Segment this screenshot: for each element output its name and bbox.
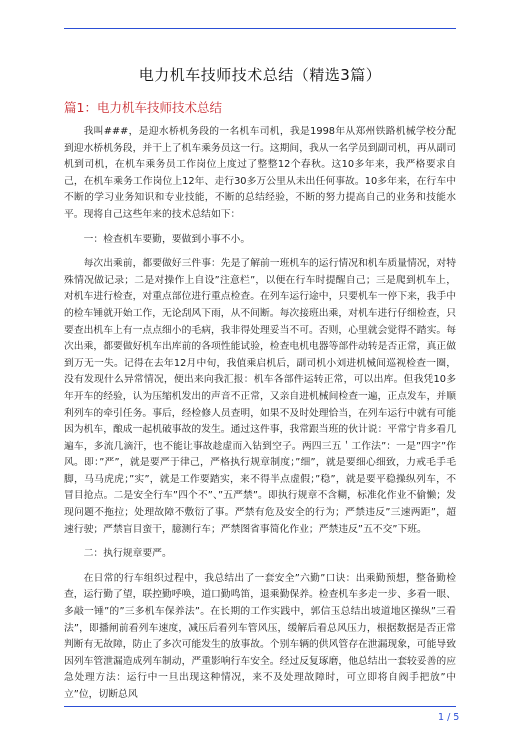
intro-paragraph: 我叫###，是迎水桥机务段的一名机车司机，我是1998年从郑州铁路机械学校分配到迎水桥机务段，并干上了机车乘务员这一行。这期间，我从一名学员到副司机，再从副司机到司机，在机车乘务员工作岗位上度过了整整12个春秋。这10多年来，我严格要求自己，在机车乘务工作岗位上12年、走行30多万公里从未出任何事故。10多年来，在行车中不断的学习业务知识和专业技能，不断的总结经验，不断的努力提高自己的业务和技能水平。现将自己这些年来的技术总结如下：	[64, 126, 456, 220]
document-title: 电力机车技师技术总结（精选3篇）	[138, 66, 382, 84]
body-paragraph-3: 在日常的行车组织过程中，我总结出了一套安全”六勤”口诀：出乘勤预想，整备勤检查，运行勤了望，联控勤呼唤，道口勤鸣笛，退乘勤保养。检查机车多走一步、多看一眼、多敲一锤”的”三多机车保养法”。在长期的工作实践中，郭信玉总结出坡道地区操纵”三看法”，即播闸前看列车速度，减压后看列车管风压，缓解后看总风压力，根据数据是否正常判断有无故障，防止了多次可能发生的放事故。个别车辆的供风管存在泄漏现象，可能导致因列车管泄漏造成列车制动，严重影响行车安全。经过反复琢磨，他总结出一套较妥善的应急处理方法：运行中一旦出现这种情况，来不及处理故障时，可立即将自阀手把放”中立”位，切断总风	[64, 572, 456, 700]
footer-rule	[64, 706, 456, 707]
body-paragraph-2: 每次出乘前，都要做好三件事：先是了解前一班机车的运行情况和机车质量情况，对特殊情况做记录；二是对操作上自设”注意栏”，以便在行车时提醒自己；三是爬到机车上，对机车进行检查，对重点部位进行重点检查。在列车运行途中，只要机车一停下来，我手中的检车锤就开始工作，无论刮风下雨，从不间断。每次接班出乘，对机车进行仔细检查，只要查出机车上有一点点细小的毛病，我非得处理妥当不可。否则，心里就会觉得不踏实。每次出乘，都要做好机车出库前的各项性能试验，检查电机电器等部件动转是否正常，真正做到万无一失。记得在去年12月中旬，我值乘启机后，副司机小刘进机械间巡视检查一圈，没有发现什么异常情况，便出来向我汇报：机车各部件运转正常，可以出库。但我凭10多年开车的经验，认为压缩机发出的声音不正常，又亲自进机械间检查一遍，正点发车，并顺利列车的牵引任务。事后，经检修人员查明，如果不及时处理恰当，在列车运行中就有可能因为机车，酿成一起机破事故的发生。通过这件事，我常跟当班的伙计说：平常宁肯多看几遍车，多流几滴汗，也不能让事故趁虚而入钻到空子。两四三五＇工作法”：一是”四字”作风。即：”严”，就是要严于律己，严格执行规章制度；”细”，就是要细心细致，力戒毛手毛脚，马马虎虎；”实”，就是工作要踏实，来不得半点虚假；”稳”，就是要平稳操纵列车，不冒目抢点。二是安全行车”四个不”、”五严禁”。即执行规章不含糊，标准化作业不偷懒；发现问题不拖拉；处理故障不敷衍了事。严禁有危及安全的行为；严禁违反”三速两距”，超速行驶；严禁盲目蛮干，臆测行车；严禁图省事简化作业；严禁违反”五不交”下班。	[64, 258, 456, 535]
section-heading: 篇1：电力机车技师技术总结	[64, 100, 222, 115]
point-heading-2: 二：执行规章要严。	[83, 548, 172, 560]
page-number: 1 / 5	[438, 712, 460, 723]
header-rule	[64, 28, 456, 29]
point-heading-1: 一：检查机车要勤，要做到小事不小。	[83, 233, 251, 245]
document-body	[64, 124, 456, 704]
